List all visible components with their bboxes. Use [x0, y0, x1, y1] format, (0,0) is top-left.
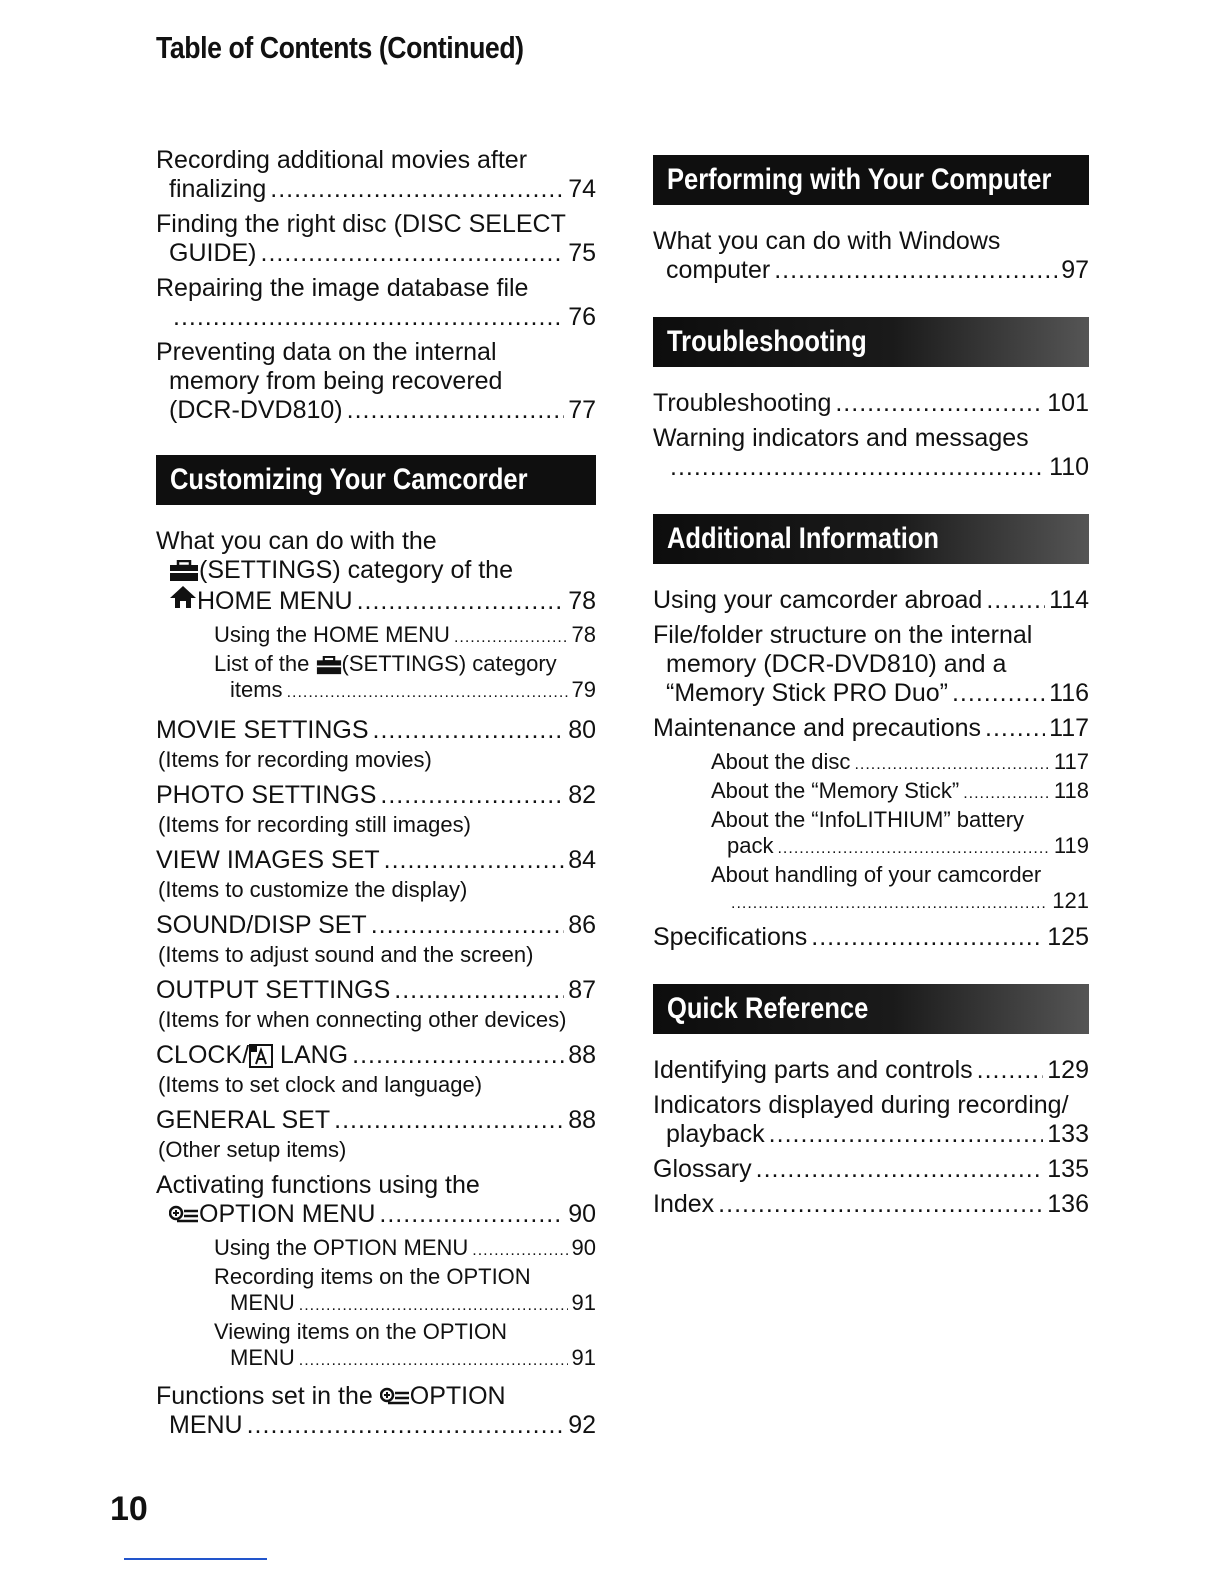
toc-note: (Items to set clock and language)	[158, 1072, 483, 1097]
toc-entry[interactable]: SOUND/DISP SET ..... 86	[156, 911, 596, 940]
toc-subentry[interactable]: About the “InfoLITHIUM” battery pack ..... 119	[653, 807, 1089, 862]
toc-entry[interactable]: CLOCK/ LANG ..... 88	[156, 1041, 596, 1070]
toc-entry[interactable]: VIEW IMAGES SET ..... 84	[156, 846, 596, 875]
section-banner-quick-reference: Quick Reference	[653, 984, 1089, 1034]
toc-entry[interactable]: OUTPUT SETTINGS ..... 87	[156, 976, 596, 1005]
option-icon	[169, 1205, 199, 1225]
toc-subentry[interactable]: About the “Memory Stick” ..... 118	[653, 778, 1089, 807]
toc-entry[interactable]: What you can do with Windows computer ..... 97	[653, 227, 1089, 285]
toc-entry[interactable]: GENERAL SET ..... 88	[156, 1106, 596, 1135]
toc-entry[interactable]: PHOTO SETTINGS ..... 82	[156, 781, 596, 810]
section-banner-troubleshooting: Troubleshooting	[653, 317, 1089, 367]
toolbox-icon	[316, 656, 342, 675]
toc-note: (Items for recording still images)	[158, 812, 471, 837]
toc-note: (Items for when connecting other devices)	[158, 1007, 567, 1032]
option-icon	[380, 1387, 410, 1407]
toc-subentry[interactable]: Recording items on the OPTION MENU ..... 91	[156, 1264, 596, 1319]
section-banner-customizing: Customizing Your Camcorder	[156, 455, 596, 505]
toc-note: (Items to customize the display)	[158, 877, 468, 902]
toc-entry[interactable]: Identifying parts and controls ..... 129	[653, 1056, 1089, 1085]
toc-entry[interactable]: File/folder structure on the internal memory (DCR-DVD810) and a “Memory Stick PRO Duo” ..... 116	[653, 621, 1089, 708]
section-banner-computer: Performing with Your Computer	[653, 155, 1089, 205]
toc-entry[interactable]: Warning indicators and messages ..... 110	[653, 424, 1089, 482]
footer-rule	[124, 1558, 267, 1560]
toc-entry[interactable]: Finding the right disc (DISC SELECT GUIDE) ..... 75	[156, 210, 596, 268]
toc-entry[interactable]: Specifications ..... 125	[653, 923, 1089, 952]
toc-entry[interactable]: Functions set in the OPTION MENU ..... 92	[156, 1382, 596, 1440]
toc-entry[interactable]: Index ..... 136	[653, 1190, 1089, 1219]
page-number: 10	[110, 1490, 148, 1528]
toc-entry[interactable]: MOVIE SETTINGS ..... 80	[156, 716, 596, 745]
toc-subentry[interactable]: Using the HOME MENU ..... 78	[156, 622, 596, 651]
toolbox-icon	[169, 560, 199, 582]
toc-note: (Other setup items)	[158, 1137, 347, 1162]
toc-entry[interactable]: Using your camcorder abroad ..... 114	[653, 586, 1089, 615]
left-column	[156, 146, 596, 1446]
toc-note: (Items to adjust sound and the screen)	[158, 942, 534, 967]
language-icon	[249, 1044, 273, 1068]
toc-entry[interactable]: Indicators displayed during recording/ playback ..... 133	[653, 1091, 1089, 1149]
toc-subentry[interactable]: Using the OPTION MENU ..... 90	[156, 1235, 596, 1264]
toc-subentry[interactable]: About the disc ..... 117	[653, 749, 1089, 778]
toc-entry[interactable]: Glossary ..... 135	[653, 1155, 1089, 1184]
toc-entry[interactable]: Troubleshooting ..... 101	[653, 389, 1089, 418]
toc-entry[interactable]: Recording additional movies after finalizing ..... 74	[156, 146, 596, 204]
toc-entry[interactable]: Preventing data on the internal memory from being recovered (DCR-DVD810) ..... 77	[156, 338, 596, 425]
toc-entry[interactable]: Maintenance and precautions ..... 117	[653, 714, 1089, 743]
toc-subentry[interactable]: Viewing items on the OPTION MENU ..... 91	[156, 1319, 596, 1374]
toc-subentry[interactable]: List of the (SETTINGS) category items ..... 79	[156, 651, 596, 706]
right-column	[653, 155, 1089, 1225]
toc-entry[interactable]: Repairing the image database file ..... 76	[156, 274, 596, 332]
toc-entry[interactable]: Activating functions using the OPTION MENU ..... 90	[156, 1171, 596, 1229]
section-banner-additional-info: Additional Information	[653, 514, 1089, 564]
toc-entry[interactable]: What you can do with the (SETTINGS) category of the HOME MENU ..... 78	[156, 527, 596, 616]
home-icon	[169, 585, 197, 609]
toc-subentry[interactable]: About handling of your camcorder ..... 121	[653, 862, 1089, 917]
page-title: Table of Contents (Continued)	[156, 30, 524, 65]
toc-note: (Items for recording movies)	[158, 747, 432, 772]
